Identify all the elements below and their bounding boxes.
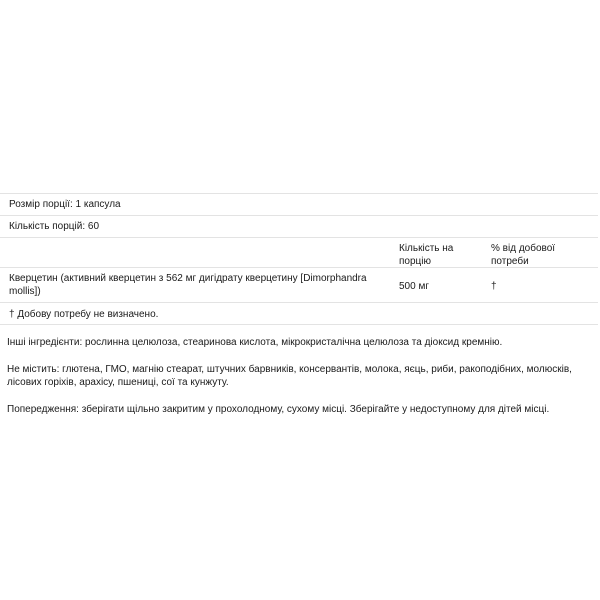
ingredient-amount: 500 мг: [399, 281, 429, 292]
ingredient-name: Кверцетин (активний кверцетин з 562 мг дигідрату кверцетину [Dimorphandra mollis]): [9, 273, 367, 297]
ingredient-daily-value: †: [491, 281, 497, 292]
serving-size-row: [0, 193, 598, 215]
daily-value-column-header: % від добової потреби: [491, 243, 556, 267]
amount-column-header: Кількість на порцію: [399, 243, 454, 267]
supplement-facts-table: [0, 193, 598, 325]
servings-per-container-row: [0, 215, 598, 237]
servings-per-container: Кількість порцій: 60: [9, 221, 100, 232]
daily-value-footnote: † Добову потребу не визначено.: [9, 309, 159, 320]
warning-note: Попередження: зберігати щільно закритим у прохолодному, сухому місці. Зберігайте у недоступному для дітей місці.: [7, 404, 550, 415]
column-header-row: [0, 237, 598, 267]
other-ingredients-note: Інші інгредієнти: рослинна целюлоза, стеаринова кислота, мікрокристалічна целюлоза та діоксид кремнію.: [7, 337, 503, 348]
serving-size: Розмір порції: 1 капсула: [9, 199, 121, 210]
footnote-row: [0, 302, 598, 325]
ingredient-row: [0, 267, 598, 302]
product-notes: [7, 336, 587, 416]
does-not-contain-note: Не містить: глютена, ГМО, магнію стеарат, штучних барвників, консервантів, молока, яєць, риби, ракоподібних, молюсків, лісових горіхів, арахісу, пшениці, сої та кунжуту.: [7, 364, 572, 388]
